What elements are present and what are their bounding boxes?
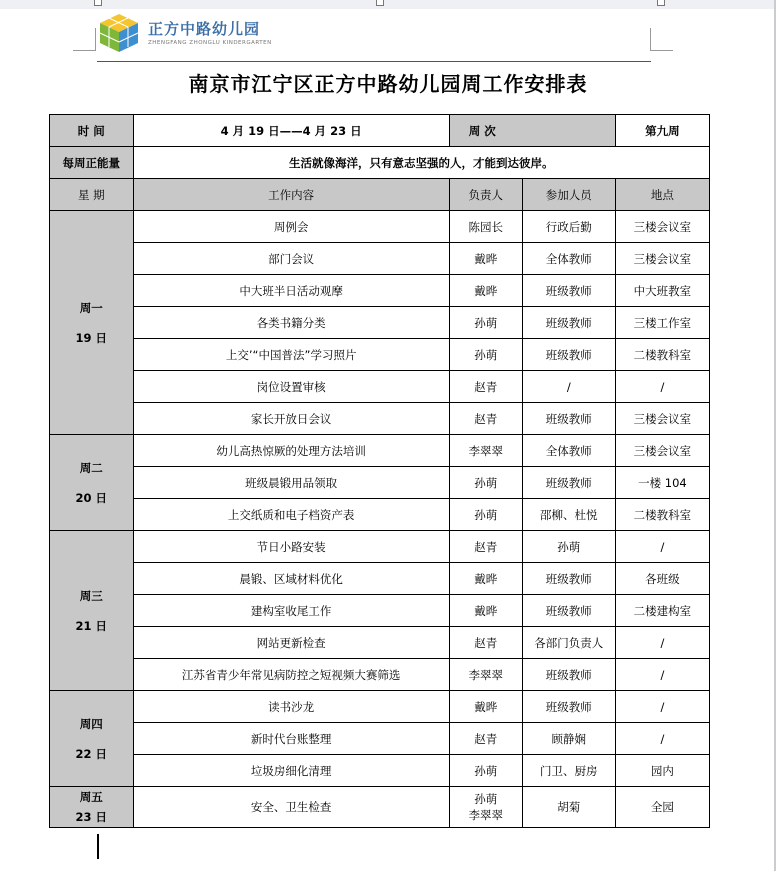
task-cell: 家长开放日会议 — [133, 403, 449, 435]
owner-cell: 戴晔 — [449, 691, 522, 723]
owner-cell: 戴晔 — [449, 563, 522, 595]
table-row — [50, 403, 710, 435]
task-cell: 读书沙龙 — [133, 691, 449, 723]
col-weekday: 星 期 — [50, 179, 134, 211]
task-cell: 网站更新检查 — [133, 627, 449, 659]
task-cell: 班级晨锻用品领取 — [133, 467, 449, 499]
weekday-label: 周一 — [79, 300, 103, 315]
participants-cell: 班级教师 — [522, 563, 615, 595]
weekday-label: 周二 — [79, 460, 103, 475]
table-row — [50, 243, 710, 275]
task-cell: 新时代台账整理 — [133, 723, 449, 755]
table-row — [50, 659, 710, 691]
table-row — [50, 307, 710, 339]
owner-cell: 李翠翠 — [449, 659, 522, 691]
owner-cell: 孙萌 — [449, 467, 522, 499]
selection-handle[interactable] — [94, 0, 102, 6]
logo-name: 正方中路幼儿园 — [148, 20, 261, 38]
place-cell: / — [615, 627, 709, 659]
owner-name: 孙萌 — [474, 792, 498, 806]
table-row — [50, 723, 710, 755]
place-cell: 中大班教室 — [615, 275, 709, 307]
logo-subtitle: ZHENGFANG ZHONGLU KINDERGARTEN — [148, 40, 272, 46]
weekday-date: 20 日 — [75, 490, 108, 505]
place-cell: 全园 — [615, 787, 709, 828]
owner-cell: 陈园长 — [449, 211, 522, 243]
participants-cell: / — [522, 371, 615, 403]
col-place: 地点 — [615, 179, 709, 211]
place-cell: / — [615, 531, 709, 563]
owner-cell: 孙萌 — [449, 499, 522, 531]
participants-cell: 各部门负责人 — [522, 627, 615, 659]
place-cell: 三楼工作室 — [615, 307, 709, 339]
place-cell: 二楼教科室 — [615, 339, 709, 371]
weekday-date: 21 日 — [75, 618, 108, 633]
table-row — [50, 563, 710, 595]
energy-text: 生活就像海洋，只有意志坚强的人，才能到达彼岸。 — [133, 147, 709, 179]
task-cell: 周例会 — [133, 211, 449, 243]
participants-cell: 班级教师 — [522, 307, 615, 339]
crop-mark — [650, 28, 673, 51]
task-cell: 幼儿高热惊厥的处理方法培训 — [133, 435, 449, 467]
selection-handle[interactable] — [657, 0, 665, 6]
cube-logo-icon — [96, 12, 142, 54]
text-cursor — [97, 834, 99, 859]
selection-handle[interactable] — [376, 0, 384, 6]
participants-cell: 邵柳、杜悦 — [522, 499, 615, 531]
kindergarten-logo — [96, 12, 276, 56]
participants-cell: 班级教师 — [522, 659, 615, 691]
participants-cell: 全体教师 — [522, 435, 615, 467]
place-cell: 二楼教科室 — [615, 499, 709, 531]
table-row — [50, 499, 710, 531]
owner-cell: 戴晔 — [449, 243, 522, 275]
owner-cell: 孙萌 — [449, 755, 522, 787]
column-header-row — [50, 179, 710, 211]
table-row — [50, 211, 710, 243]
participants-cell: 班级教师 — [522, 467, 615, 499]
place-cell: 园内 — [615, 755, 709, 787]
header-row-energy — [50, 147, 710, 179]
task-cell: 各类书籍分类 — [133, 307, 449, 339]
task-cell: 江苏省青少年常见病防控之短视频大赛筛选 — [133, 659, 449, 691]
weekday-label: 周五 — [79, 790, 103, 804]
time-label: 时 间 — [50, 115, 134, 147]
task-cell: 上交’“中国普法”学习照片 — [133, 339, 449, 371]
owner-cell: 戴晔 — [449, 595, 522, 627]
table-row — [50, 755, 710, 787]
participants-cell: 门卫、厨房 — [522, 755, 615, 787]
date-range: 4 月 19 日——4 月 23 日 — [133, 115, 449, 147]
place-cell: 三楼会议室 — [615, 403, 709, 435]
participants-cell: 全体教师 — [522, 243, 615, 275]
place-cell: 三楼会议室 — [615, 243, 709, 275]
participants-cell: 班级教师 — [522, 403, 615, 435]
owner-cell: 赵青 — [449, 627, 522, 659]
participants-cell: 班级教师 — [522, 595, 615, 627]
weekday-cell — [50, 691, 134, 787]
place-cell: 二楼建构室 — [615, 595, 709, 627]
weekday-label: 周四 — [79, 716, 103, 731]
owner-cell: 孙萌 — [449, 339, 522, 371]
task-cell: 部门会议 — [133, 243, 449, 275]
table-row — [50, 787, 710, 828]
table-row — [50, 339, 710, 371]
weekday-label: 周三 — [79, 588, 103, 603]
table-row — [50, 531, 710, 563]
schedule-table — [49, 114, 710, 828]
participants-cell: 顾静娴 — [522, 723, 615, 755]
col-task: 工作内容 — [133, 179, 449, 211]
table-row — [50, 595, 710, 627]
energy-label: 每周正能量 — [50, 147, 134, 179]
participants-cell: 班级教师 — [522, 339, 615, 371]
place-cell: 三楼会议室 — [615, 435, 709, 467]
task-cell: 安全、卫生检查 — [133, 787, 449, 828]
participants-cell: 孙萌 — [522, 531, 615, 563]
table-row — [50, 467, 710, 499]
participants-cell: 班级教师 — [522, 275, 615, 307]
table-row — [50, 691, 710, 723]
participants-cell: 行政后勤 — [522, 211, 615, 243]
place-cell: / — [615, 371, 709, 403]
place-cell: 一楼 104 — [615, 467, 709, 499]
weekday-cell — [50, 531, 134, 691]
col-participants: 参加人员 — [522, 179, 615, 211]
task-cell: 垃圾房细化清理 — [133, 755, 449, 787]
task-cell: 建构室收尾工作 — [133, 595, 449, 627]
weekday-cell — [50, 211, 134, 435]
table-row — [50, 275, 710, 307]
weekday-cell — [50, 787, 134, 828]
task-cell: 岗位设置审核 — [133, 371, 449, 403]
owner-cell: 李翠翠 — [449, 435, 522, 467]
crop-mark — [73, 28, 96, 51]
task-cell: 晨锻、区域材料优化 — [133, 563, 449, 595]
weekday-date: 23 日 — [75, 810, 108, 824]
participants-cell: 班级教师 — [522, 691, 615, 723]
table-row — [50, 627, 710, 659]
owner-cell — [449, 787, 522, 828]
page-title: 南京市江宁区正方中路幼儿园周工作安排表 — [188, 72, 588, 96]
col-owner: 负责人 — [449, 179, 522, 211]
week-value: 第九周 — [615, 115, 709, 147]
weekday-cell — [50, 435, 134, 531]
place-cell: 三楼会议室 — [615, 211, 709, 243]
place-cell: / — [615, 691, 709, 723]
place-cell: / — [615, 723, 709, 755]
owner-cell: 赵青 — [449, 371, 522, 403]
table-row — [50, 435, 710, 467]
place-cell: 各班级 — [615, 563, 709, 595]
task-cell: 节日小路安装 — [133, 531, 449, 563]
owner-cell: 孙萌 — [449, 307, 522, 339]
owner-cell: 赵青 — [449, 531, 522, 563]
week-label: 周 次 — [449, 115, 615, 147]
weekday-date: 19 日 — [75, 330, 108, 345]
weekday-date: 22 日 — [75, 746, 108, 761]
owner-cell: 赵青 — [449, 403, 522, 435]
header-rule — [97, 61, 651, 62]
participants-cell: 胡菊 — [522, 787, 615, 828]
owner-cell: 戴晔 — [449, 275, 522, 307]
task-cell: 中大班半日活动观摩 — [133, 275, 449, 307]
owner-name: 李翠翠 — [468, 808, 504, 822]
table-row — [50, 371, 710, 403]
header-row-time — [50, 115, 710, 147]
owner-cell: 赵青 — [449, 723, 522, 755]
place-cell: / — [615, 659, 709, 691]
task-cell: 上交纸质和电子档资产表 — [133, 499, 449, 531]
